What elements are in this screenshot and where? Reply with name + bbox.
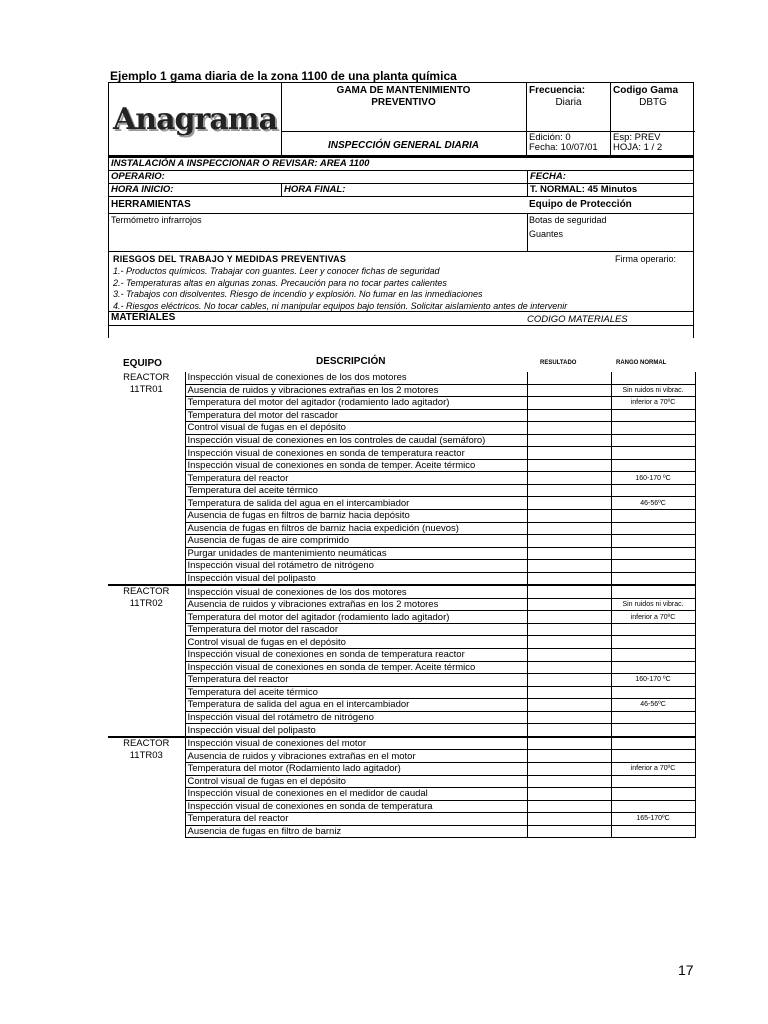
info-block [108, 156, 694, 197]
normal-range-cell [611, 547, 695, 560]
normal-range-cell: 165-170ºC [611, 813, 695, 826]
description-cell: Inspección visual del polipasto [185, 572, 527, 585]
table-row [108, 510, 695, 523]
result-cell[interactable] [527, 813, 611, 826]
description-cell: Temperatura del motor del rascador [185, 623, 527, 636]
description-cell: Control visual de fugas en el depósito [185, 422, 527, 435]
table-row [108, 497, 695, 510]
equipment-cell [108, 686, 185, 699]
result-cell[interactable] [527, 737, 611, 750]
result-cell[interactable] [527, 825, 611, 838]
equipment-cell [108, 547, 185, 560]
equipment-cell [108, 724, 185, 737]
table-row [108, 434, 695, 447]
edition: Edición: 0 [529, 132, 571, 143]
result-cell[interactable] [527, 397, 611, 410]
equipment-cell [108, 762, 185, 775]
normal-range-cell [611, 434, 695, 447]
result-cell[interactable] [527, 522, 611, 535]
equipment-header: EQUIPO [123, 358, 162, 369]
description-cell: Ausencia de fugas en filtro de barniz [185, 825, 527, 838]
description-cell: Temperatura del motor del rascador [185, 409, 527, 422]
start-time-label: HORA INICIO: [111, 184, 174, 195]
table-row [108, 384, 695, 397]
equipment-cell: 11TR02 [108, 598, 185, 611]
table-row [108, 750, 695, 763]
result-cell[interactable] [527, 711, 611, 724]
description-cell: Inspección visual de conexiones en el medidor de caudal [185, 788, 527, 801]
result-cell[interactable] [527, 750, 611, 763]
description-cell: Ausencia de ruidos y vibraciones extrañas en el motor [185, 750, 527, 763]
maintenance-form [108, 82, 694, 338]
table-row [108, 459, 695, 472]
normal-range-cell: 160-170 ºC [611, 674, 695, 687]
result-cell[interactable] [527, 649, 611, 662]
description-cell: Inspección visual de conexiones en sonda de temper. Aceite térmico [185, 661, 527, 674]
table-row [108, 397, 695, 410]
page-number: 17 [678, 962, 694, 978]
equipment-cell [108, 661, 185, 674]
description-cell: Temperatura del reactor [185, 674, 527, 687]
date: Fecha: 10/07/01 [529, 142, 598, 153]
equipment-cell [108, 497, 185, 510]
table-row [108, 623, 695, 636]
normal-range-cell [611, 572, 695, 585]
normal-range-cell [611, 825, 695, 838]
normal-range-cell [611, 560, 695, 573]
result-cell[interactable] [527, 547, 611, 560]
normal-range-cell: inferior a 70ºC [611, 762, 695, 775]
description-cell: Inspección visual de conexiones en sonda de temperatura reactor [185, 447, 527, 460]
table-row [108, 737, 695, 750]
tool-item: Termómetro infrarrojos [111, 215, 202, 225]
result-cell[interactable] [527, 674, 611, 687]
normal-range-cell [611, 409, 695, 422]
result-cell[interactable] [527, 572, 611, 585]
result-cell[interactable] [527, 724, 611, 737]
description-cell: Temperatura del motor del agitador (rodamiento lado agitador) [185, 611, 527, 624]
table-row [108, 484, 695, 497]
result-cell[interactable] [527, 560, 611, 573]
table-row [108, 409, 695, 422]
equipment-cell [108, 825, 185, 838]
normal-range-cell [611, 422, 695, 435]
table-row [108, 372, 695, 384]
equipment-cell [108, 788, 185, 801]
spec: Esp: PREV [613, 132, 661, 143]
code-value: DBTG [639, 97, 667, 108]
result-cell[interactable] [527, 598, 611, 611]
description-cell: Temperatura del aceite térmico [185, 484, 527, 497]
description-cell: Inspección visual de conexiones en los controles de caudal (semáforo) [185, 434, 527, 447]
result-cell[interactable] [527, 472, 611, 485]
result-cell[interactable] [527, 762, 611, 775]
result-cell[interactable] [527, 636, 611, 649]
table-row [108, 472, 695, 485]
result-cell[interactable] [527, 484, 611, 497]
normal-range-cell: 46-56ºC [611, 699, 695, 712]
result-cell[interactable] [527, 409, 611, 422]
result-cell[interactable] [527, 800, 611, 813]
normal-range-header: RANGO NORMAL [616, 360, 667, 366]
description-cell: Inspección visual de conexiones del motor [185, 737, 527, 750]
description-cell: Temperatura del aceite térmico [185, 686, 527, 699]
result-cell[interactable] [527, 623, 611, 636]
equipment-cell [108, 484, 185, 497]
equipment-cell [108, 813, 185, 826]
description-cell: Inspección visual de conexiones en sonda de temper. Aceite térmico [185, 459, 527, 472]
description-cell: Inspección visual del rotámetro de nitrógeno [185, 560, 527, 573]
normal-range-cell [611, 585, 695, 598]
form-title [281, 83, 527, 131]
result-cell[interactable] [527, 585, 611, 598]
normal-range-cell [611, 510, 695, 523]
equipment-cell [108, 775, 185, 788]
operator-signature-label: Firma operario: [615, 254, 677, 264]
description-cell: Inspección visual del polipasto [185, 724, 527, 737]
table-row [108, 699, 695, 712]
result-cell[interactable] [527, 686, 611, 699]
result-cell[interactable] [527, 699, 611, 712]
description-cell: Inspección visual de conexiones de los dos motores [185, 372, 527, 384]
equipment-cell [108, 459, 185, 472]
spec-cell [611, 131, 695, 155]
equipment-cell [108, 522, 185, 535]
frequency-label: Frecuencia: [529, 85, 586, 96]
protection-title: Equipo de Protección [529, 199, 632, 210]
normal-range-cell: 160-170 ºC [611, 472, 695, 485]
result-cell[interactable] [527, 661, 611, 674]
normal-range-cell [611, 636, 695, 649]
result-cell[interactable] [527, 384, 611, 397]
result-cell[interactable] [527, 459, 611, 472]
table-row [108, 535, 695, 548]
equipment-cell: REACTOR [108, 585, 185, 598]
operator-row [109, 171, 693, 184]
description-cell: Ausencia de fugas en filtros de barniz hacia expedición (nuevos) [185, 522, 527, 535]
table-row [108, 636, 695, 649]
normal-range-cell [611, 661, 695, 674]
installation-row: INSTALACIÓN A INSPECCIONAR O REVISAR: AREA 1100 [109, 158, 693, 171]
description-cell: Control visual de fugas en el depósito [185, 636, 527, 649]
form-header [108, 82, 694, 156]
inspection-title: INSPECCIÓN GENERAL DIARIA [281, 131, 527, 155]
materials-title: MATERIALES [111, 312, 176, 323]
risk-item: 4.- Riesgos eléctricos. No tocar cables, ni manipular equipos bajo tensión. Solicitar aislamiento antes de intervenir [113, 300, 568, 311]
equipment-cell [108, 397, 185, 410]
description-cell: Inspección visual de conexiones de los dos motores [185, 585, 527, 598]
tools-section [108, 197, 694, 252]
end-time-label: HORA FINAL: [281, 184, 345, 196]
risks-title: RIESGOS DEL TRABAJO Y MEDIDAS PREVENTIVAS [113, 254, 347, 264]
materials-section [108, 312, 694, 338]
frequency-value: Diaria [555, 97, 582, 108]
normal-range-cell [611, 535, 695, 548]
description-cell: Temperatura del reactor [185, 813, 527, 826]
description-cell: Temperatura del motor del agitador (rodamiento lado agitador) [185, 397, 527, 410]
normal-range-cell: inferior a 70ºC [611, 397, 695, 410]
equipment-cell [108, 636, 185, 649]
equipment-cell [108, 560, 185, 573]
equipment-cell [108, 422, 185, 435]
equipment-cell: REACTOR [108, 737, 185, 750]
equipment-cell [108, 711, 185, 724]
protection-item: Guantes [529, 229, 564, 239]
description-cell: Purgar unidades de mantenimiento neumáticas [185, 547, 527, 560]
edition-cell [527, 131, 611, 155]
table-row [108, 447, 695, 460]
normal-time: T. NORMAL: 45 Minutos [527, 184, 637, 196]
description-cell: Ausencia de fugas en filtros de barniz hacia depósito [185, 510, 527, 523]
normal-range-cell [611, 649, 695, 662]
description-cell: Ausencia de ruidos y vibraciones extrañas en los 2 motores [185, 384, 527, 397]
operator-label: OPERARIO: [111, 171, 165, 182]
normal-range-cell [611, 800, 695, 813]
normal-range-cell [611, 775, 695, 788]
equipment-cell: 11TR03 [108, 750, 185, 763]
result-cell[interactable] [527, 447, 611, 460]
description-cell: Ausencia de ruidos y vibraciones extrañas en los 2 motores [185, 598, 527, 611]
table-row [108, 686, 695, 699]
normal-range-cell [611, 737, 695, 750]
equipment-cell: REACTOR [108, 372, 185, 384]
equipment-cell [108, 649, 185, 662]
result-cell[interactable] [527, 434, 611, 447]
table-row [108, 711, 695, 724]
description-header: DESCRIPCIÓN [316, 356, 386, 367]
form-title-line2: PREVENTIVO [371, 97, 436, 108]
result-cell[interactable] [527, 372, 611, 384]
logo-text: Anagrama [113, 101, 277, 137]
normal-range-cell [611, 788, 695, 801]
table-row [108, 572, 695, 585]
normal-range-cell: Sin ruidos ni vibrac. [611, 384, 695, 397]
table-row [108, 611, 695, 624]
description-cell: Inspección visual de conexiones en sonda de temperatura reactor [185, 649, 527, 662]
normal-range-cell [611, 522, 695, 535]
page-caption: Ejemplo 1 gama diaria de la zona 1100 de una planta química [110, 69, 457, 83]
equipment-cell [108, 434, 185, 447]
description-cell: Temperatura de salida del agua en el intercambiador [185, 497, 527, 510]
description-cell: Temperatura del motor (Rodamiento lado agitador) [185, 762, 527, 775]
description-cell: Inspección visual del rotámetro de nitrógeno [185, 711, 527, 724]
risks-title-row [113, 254, 689, 266]
normal-range-cell: inferior a 70ºC [611, 611, 695, 624]
normal-range-cell: 46-56ºC [611, 497, 695, 510]
code-label: Codigo Gama [613, 85, 679, 96]
normal-range-cell [611, 711, 695, 724]
risks-section [108, 252, 694, 312]
normal-range-cell [611, 750, 695, 763]
result-cell[interactable] [527, 497, 611, 510]
risk-item: 3.- Trabajos con disolventes. Riesgo de incendio y explosión. No fumar en las inmediaciones [113, 289, 483, 299]
table-row [108, 724, 695, 737]
table-row [108, 788, 695, 801]
table-row [108, 422, 695, 435]
tools-title: HERRAMIENTAS [111, 199, 191, 210]
equipment-cell [108, 409, 185, 422]
description-cell: Temperatura de salida del agua en el intercambiador [185, 699, 527, 712]
description-cell: Control visual de fugas en el depósito [185, 775, 527, 788]
result-cell[interactable] [527, 788, 611, 801]
form-title-line1: GAMA DE MANTENIMIENTO [336, 85, 471, 96]
date-label: FECHA: [527, 171, 566, 183]
inspection-table [108, 372, 696, 838]
description-cell: Temperatura del reactor [185, 472, 527, 485]
table-row [108, 674, 695, 687]
company-logo [109, 83, 282, 155]
result-cell[interactable] [527, 510, 611, 523]
description-cell: Inspección visual de conexiones en sonda de temperatura [185, 800, 527, 813]
equipment-cell [108, 699, 185, 712]
table-row [108, 661, 695, 674]
description-cell: Ausencia de fugas de aire comprimido [185, 535, 527, 548]
risk-item: 2.- Temperaturas altas en algunas zonas. Precaución para no tocar partes calientes [113, 277, 447, 288]
table-row [108, 813, 695, 826]
table-row [108, 585, 695, 598]
equipment-cell [108, 800, 185, 813]
time-row [109, 184, 693, 196]
equipment-cell [108, 611, 185, 624]
code-cell [611, 83, 695, 131]
equipment-cell [108, 623, 185, 636]
equipment-cell [108, 535, 185, 548]
equipment-cell [108, 510, 185, 523]
table-row [108, 560, 695, 573]
equipment-cell [108, 447, 185, 460]
table-headers [108, 356, 695, 370]
normal-range-cell [611, 447, 695, 460]
result-cell[interactable] [527, 535, 611, 548]
equipment-cell: 11TR01 [108, 384, 185, 397]
table-row [108, 598, 695, 611]
normal-range-cell [611, 623, 695, 636]
result-cell[interactable] [527, 775, 611, 788]
table-row [108, 825, 695, 838]
normal-range-cell [611, 724, 695, 737]
sheet-number: HOJA: 1 / 2 [613, 142, 663, 153]
table-row [108, 547, 695, 560]
equipment-cell [108, 572, 185, 585]
protection-item: Botas de seguridad [529, 215, 607, 225]
table-row [108, 649, 695, 662]
table-row [108, 762, 695, 775]
risk-item: 1.- Productos químicos. Trabajar con guantes. Leer y conocer fichas de seguridad [113, 266, 440, 276]
result-cell[interactable] [527, 611, 611, 624]
table-row [108, 522, 695, 535]
frequency-cell [527, 83, 611, 131]
result-header: RESULTADO [540, 360, 577, 366]
normal-range-cell: Sin ruidos ni vibrac. [611, 598, 695, 611]
normal-range-cell [611, 372, 695, 384]
result-cell[interactable] [527, 422, 611, 435]
normal-range-cell [611, 459, 695, 472]
equipment-cell [108, 674, 185, 687]
equipment-cell [108, 472, 185, 485]
table-row [108, 775, 695, 788]
table-row [108, 800, 695, 813]
normal-range-cell [611, 686, 695, 699]
normal-range-cell [611, 484, 695, 497]
materials-code-label: CODIGO MATERIALES [527, 314, 628, 325]
